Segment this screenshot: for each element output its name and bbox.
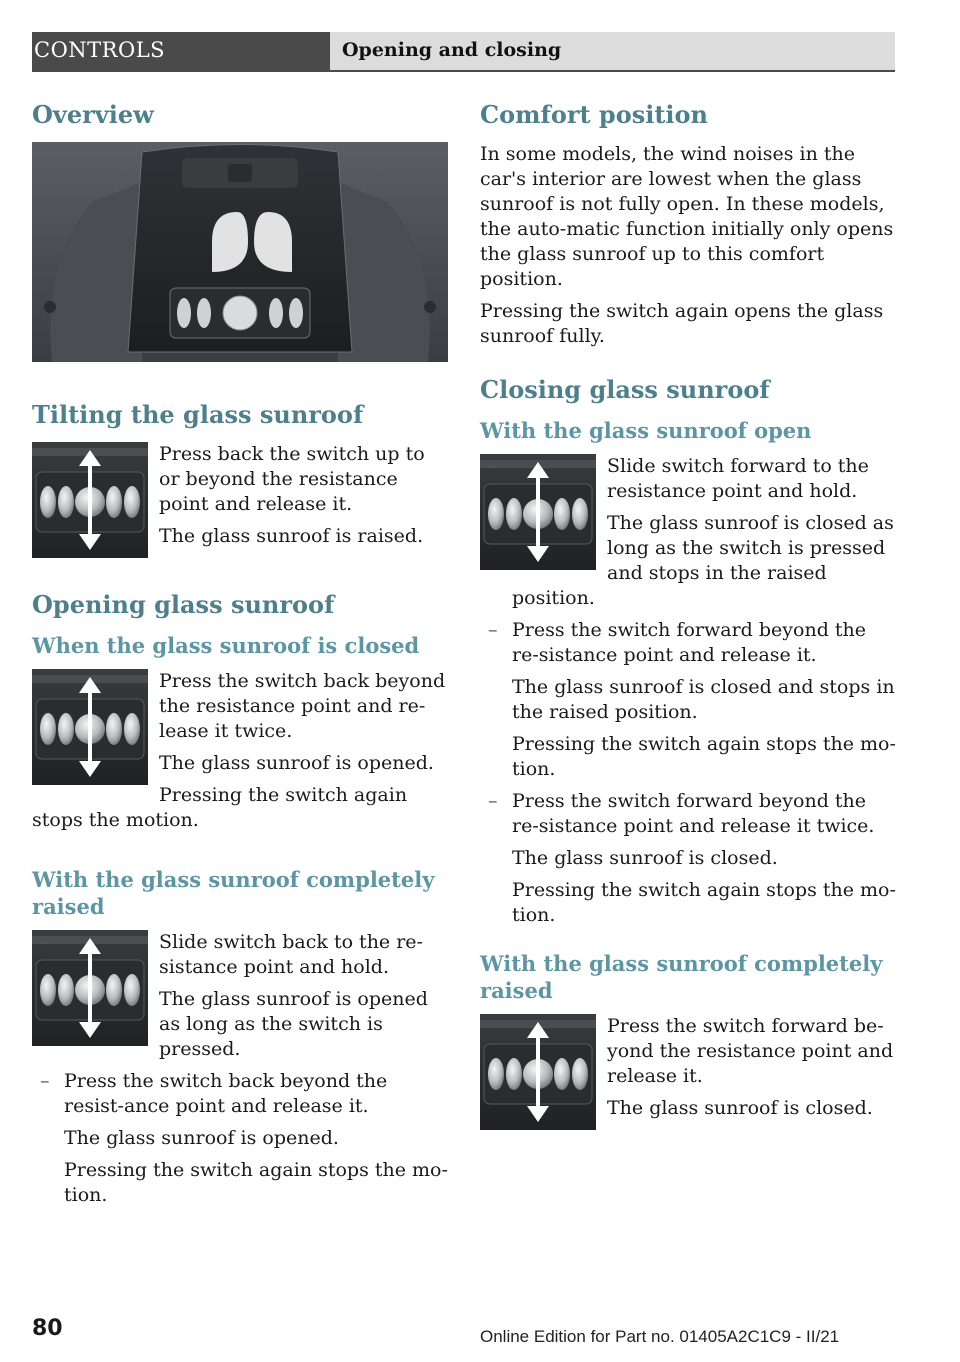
list-dash: – [40,931,50,953]
list-dash: – [488,790,498,812]
opening-closed-text-3: Pressing the switch again stops the motion. [32,784,408,831]
tilting-heading: Tilting the glass sunroof [32,400,364,429]
list-item-subtext: The glass sunroof is opened. [64,1127,339,1149]
list-item-subtext: Pressing the switch again stops the mo-tion. [512,879,896,926]
tilting-section [32,400,450,564]
opening-raised-list-cont [32,1069,450,1208]
comfort-text-2: Pressing the switch again opens the glass sunroof fully. [480,300,884,347]
page-number: 80 [32,1316,63,1341]
header-chapter-label: Opening and closing [342,39,562,61]
list-item-text: Slide switch back to the re-sistance point and hold. [159,931,423,978]
list-item-text: Press the switch forward beyond the re-sistance point and release it. [512,619,867,666]
left-column [32,100,450,1224]
opening-closed-text-2: The glass sunroof is opened. [159,752,434,774]
list-item [480,454,896,611]
list-item-text: Press the switch forward beyond the re-sistance point and release it twice. [512,790,875,837]
overhead-console-image [32,142,448,362]
comfort-text-1: In some models, the wind noises in the car's interior are lowest when the glass sunroof is not fully open. In these models, the auto-matic function initially only opens the glass sunroof up to this comfort position. [480,143,894,290]
opening-section [32,590,450,1208]
list-item [32,1069,450,1208]
footer-edition: Online Edition for Part no. 01405A2C1C9 - II/21 [480,1327,840,1346]
opening-raised-list [32,930,450,1062]
header-chapter-tab [330,32,895,70]
opening-raised-heading: With the glass sunroof completely raised [32,867,435,919]
switch-image [32,442,148,558]
list-item [32,930,450,1062]
list-dash: – [40,1070,50,1092]
opening-closed-text-1: Press the switch back beyond the resistance point and re-lease it twice. [159,670,446,742]
list-item-subtext: Pressing the switch again stops the mo-tion. [64,1159,448,1206]
header-rule [32,70,895,72]
opening-closed-heading: When the glass sunroof is closed [32,633,420,658]
header-section-label: CONTROLS [34,38,166,62]
closing-raised-text-2: The glass sunroof is closed. [607,1097,873,1119]
list-item [480,789,896,928]
closing-raised-text-1: Press the switch forward be-yond the resistance point and release it. [607,1015,894,1087]
opening-heading: Opening glass sunroof [32,590,335,619]
list-item-text: Press the switch back beyond the resist-ance point and release it. [64,1070,388,1117]
comfort-section [480,100,896,349]
comfort-heading: Comfort position [480,100,708,129]
right-column [480,100,896,1152]
header-section-tab [32,32,330,70]
tilting-text-1: Press back the switch up to or beyond the resistance point and release it. [159,443,425,515]
closing-heading: Closing glass sunroof [480,375,770,404]
list-item-subtext: The glass sunroof is closed. [512,847,778,869]
switch-image [480,1014,596,1130]
overview-heading: Overview [32,100,154,129]
list-item-subtext: The glass sunroof is closed as long as the switch is pressed and stops in the raised position. [512,512,894,609]
list-item-subtext: Pressing the switch again stops the mo-tion. [512,733,896,780]
tilting-text-2: The glass sunroof is raised. [159,525,424,547]
list-item [480,618,896,782]
list-item-text: Slide switch forward to the resistance point and hold. [607,455,869,502]
closing-section [480,375,896,1136]
list-dash: – [488,619,498,641]
list-item-subtext: The glass sunroof is opened as long as the switch is pressed. [159,988,428,1060]
switch-image [32,669,148,785]
closing-open-list-cont [480,618,896,928]
closing-open-list [480,454,896,611]
list-item-subtext: The glass sunroof is closed and stops in the raised position. [512,676,895,723]
closing-raised-heading: With the glass sunroof completely raised [480,951,883,1003]
list-dash: – [488,455,498,477]
closing-open-heading: With the glass sunroof open [480,418,812,443]
